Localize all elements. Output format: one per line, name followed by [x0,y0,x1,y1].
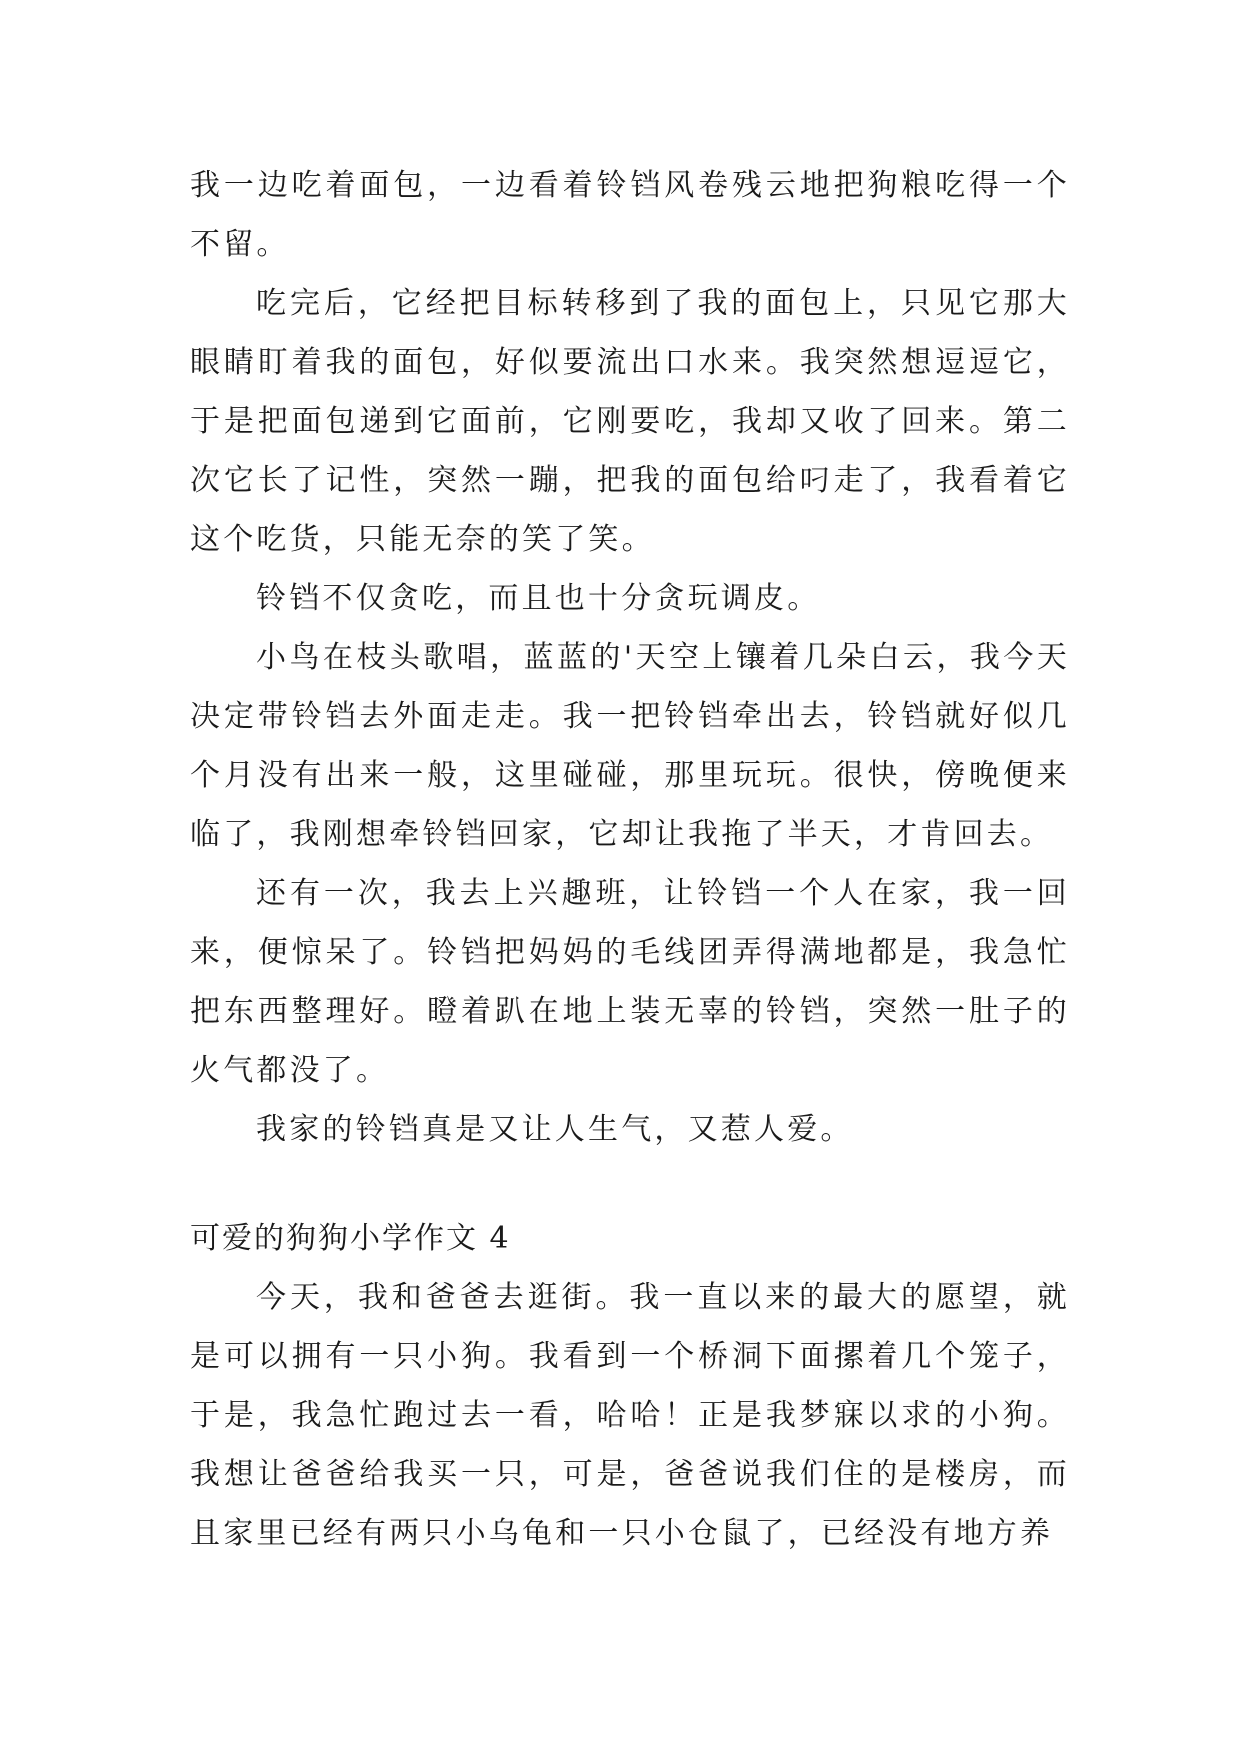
paragraph: 今天，我和爸爸去逛街。我一直以来的最大的愿望，就是可以拥有一只小狗。我看到一个桥洞下面摞着几个笼子，于是，我急忙跑过去一看，哈哈！正是我梦寐以求的小狗。我想让爸爸给我买一只，可是，爸爸说我们住的是楼房，而且家里已经有两只小乌龟和一只小仓鼠了，已经没有地方养 [190,1280,1070,1551]
essay-body-continued [190,156,1070,1159]
paragraph: 还有一次，我去上兴趣班，让铃铛一个人在家，我一回来，便惊呆了。铃铛把妈妈的毛线团弄得满地都是，我急忙把东西整理好。瞪着趴在地上装无辜的铃铛，突然一肚子的火气都没了。 [190,876,1070,1088]
paragraph: 铃铛不仅贪吃，而且也十分贪玩调皮。 [256,581,821,616]
paragraph: 吃完后，它经把目标转移到了我的面包上，只见它那大眼睛盯着我的面包，好似要流出口水来。我突然想逗逗它，于是把面包递到它面前，它刚要吃，我却又收了回来。第二次它长了记性，突然一蹦，把我的面包给叼走了，我看着它这个吃货，只能无奈的笑了笑。 [190,286,1070,557]
paragraph: 小鸟在枝头歌唱，蓝蓝的'天空上镶着几朵白云，我今天决定带铃铛去外面走走。我一把铃铛牵出去，铃铛就好似几个月没有出来一般，这里碰碰，那里玩玩。很快，傍晚便来临了，我刚想牵铃铛回家，它却让我拖了半天，才肯回去。 [190,640,1070,852]
paragraph: 我家的铃铛真是又让人生气，又惹人爱。 [256,1112,854,1147]
essay-body [190,1268,1070,1563]
paragraph: 我一边吃着面包，一边看着铃铛风卷残云地把狗粮吃得一个不留。 [190,168,1070,262]
essay-title: 可爱的狗狗小学作文 4 [190,1221,511,1256]
